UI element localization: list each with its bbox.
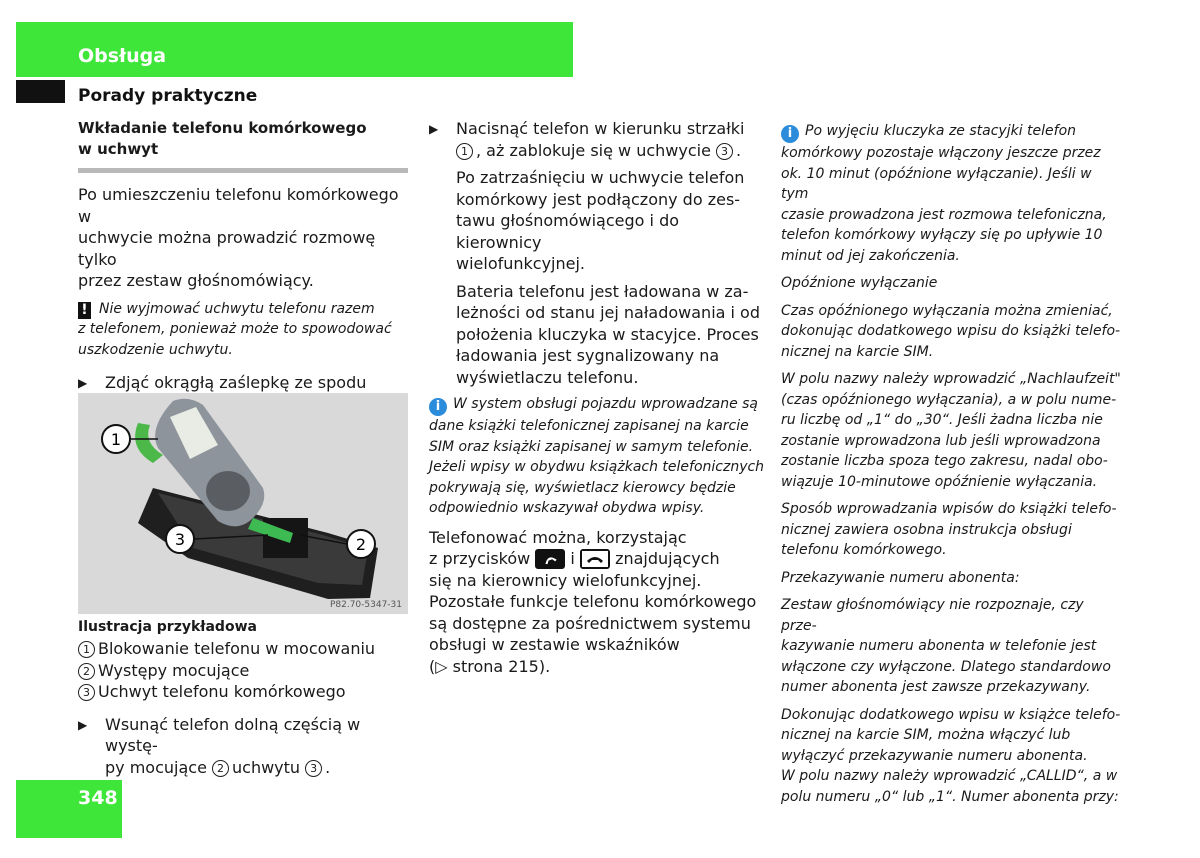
text-line: Bateria telefonu jest ładowana w za- — [456, 281, 749, 301]
text-line: telefon komórkowy wyłączy się po upływie 10 — [781, 227, 1103, 243]
text-line: W system obsługi pojazdu wprowadzane są — [453, 396, 759, 412]
text-line: Pozostałe funkcje telefonu komórkowego — [429, 592, 757, 611]
caption-text: Występy mocujące — [98, 660, 250, 680]
figure-code: P82.70-5347-31 — [329, 600, 402, 610]
text-line: polu numeru „0“ lub „1“. Numer abonenta przy: — [781, 788, 1119, 805]
text-line: Dokonując dodatkowego wpisu w książce telefo- — [781, 706, 1121, 723]
text-line: Po zatrzaśnięciu w uchwycie telefon — [456, 168, 745, 187]
text-line: minut od jej zakończenia. — [781, 247, 960, 264]
text-line: Telefonować można, korzystając — [429, 527, 687, 547]
number-badge: 2 — [212, 760, 229, 777]
number-badge: 3 — [305, 760, 322, 777]
text-line: uchwytu — [232, 757, 301, 777]
page-number: 348 — [78, 787, 118, 809]
callout-1: 1 — [110, 430, 122, 449]
text-line: uchwycie można prowadzić rozmowę tylko — [78, 228, 376, 269]
text-line: wyświetlaczu telefonu. — [456, 367, 639, 387]
arrow-bullet-icon: ▶ — [429, 122, 439, 136]
text-line: W polu nazwy należy wprowadzić „CALLID“, a w — [781, 768, 1118, 784]
topic-heading — [78, 118, 408, 160]
info-icon: i — [781, 125, 799, 143]
text-line: zostanie wprowadzona lub jeśli wprowadzona — [781, 432, 1101, 449]
text-line: z przycisków — [429, 549, 531, 568]
text-line: leżności od stanu jej naładowania i od — [456, 303, 760, 322]
topic-heading-line: Wkładanie telefonu komórkowego — [78, 119, 367, 137]
text-line: uszkodzenie uchwytu. — [78, 341, 233, 358]
phone-accept-key-icon — [535, 549, 565, 569]
column-right — [781, 121, 1121, 807]
text-line: komórkowy pozostaje włączony jeszcze przez — [781, 145, 1101, 161]
text-line: wiązuje 10-minutowe opóźnienie wyłączania. — [781, 473, 1098, 490]
text-line: się na kierownicy wielofunkcyjnej. — [429, 570, 702, 590]
text-line: , aż zablokuje się w uchwycie — [476, 140, 711, 160]
text-line: ładowania jest sygnalizowany na — [456, 346, 720, 365]
text-line: dane książki telefonicznej zapisanej na karcie — [429, 418, 749, 434]
text-line: W polu nazwy należy wprowadzić „Nachlaufzeit" — [781, 371, 1121, 387]
text-line: Zdjąć okrągłą zaślepkę ze spodu — [105, 373, 367, 392]
text-line: czasie prowadzona jest rozmowa telefoniczna, — [781, 206, 1107, 223]
text-line: Jeżeli wpisy w obydwu książkach telefonicznych — [429, 459, 765, 475]
section-marker — [16, 80, 65, 103]
text-line: dokonując dodatkowego wpisu do książki telefo- — [781, 323, 1121, 339]
section-title: Obsługa — [78, 45, 167, 67]
caption-title: Ilustracja przykładowa — [78, 619, 257, 635]
step-item: ▶ Nacisnąć telefon w kierunku strzałki 1 , aż zablokuje się w uchwycie 3 . — [429, 119, 745, 160]
text-line: Nacisnąć telefon w kierunku strzałki — [456, 119, 745, 138]
text-line: numer abonenta jest zawsze przekazywany. — [781, 679, 1091, 695]
number-badge: 1 — [456, 143, 473, 160]
note-paragraph — [781, 369, 1121, 492]
text-line: włączone czy wyłączone. Dlatego standardowo — [781, 658, 1111, 675]
text-line: nicznej zawiera osobna instrukcja obsługi — [781, 521, 1072, 538]
text-line: zostanie liczba spoza tego zakresu, nadal obo- — [781, 453, 1108, 469]
number-badge: 1 — [78, 641, 95, 658]
text-line: tawu głośnomówiącego i do kierownicy — [456, 211, 680, 252]
note-heading: Opóźnione wyłączanie — [781, 275, 938, 291]
text-line: ok. 10 minut (opóźnione wyłączanie). Jeśli w tym — [781, 165, 1092, 202]
paragraph — [429, 281, 765, 389]
info-note — [781, 121, 1121, 266]
caption-item — [78, 660, 413, 682]
text-line: wyłączyć przekazywanie numeru abonenta. — [781, 747, 1088, 764]
callout-2: 2 — [355, 535, 367, 554]
text-line: z telefonem, ponieważ może to spowodować — [78, 321, 392, 337]
text-line: (▷ strona 215). — [429, 656, 551, 676]
text-line: ru liczbę od „1“ do „30“. Jeśli żadna liczba nie — [781, 412, 1103, 428]
warning-icon: ! — [78, 302, 91, 319]
text-line: Wsunąć telefon dolną częścią w wystę- — [105, 714, 361, 755]
note-paragraph — [781, 705, 1121, 808]
caption-item — [78, 681, 413, 703]
text-line: nicznej na karcie SIM, można włączyć lub — [781, 727, 1071, 743]
subsection-title: Porady praktyczne — [78, 86, 258, 106]
text-line: komórkowy jest podłączony do zes- — [456, 189, 741, 209]
text-line: (czas opóźnionego wyłączania), a w polu nume- — [781, 391, 1117, 408]
text-line: przez zestaw głośnomówiący. — [78, 271, 314, 290]
text-line: telefonu komórkowego. — [781, 542, 947, 558]
callout-3: 3 — [174, 530, 186, 549]
divider — [78, 168, 408, 173]
note-paragraph — [781, 499, 1121, 561]
text-line: Zestaw głośnomówiący nie rozpoznaje, czy prze- — [781, 597, 1084, 634]
topic-heading-line: w uchwyt — [78, 140, 159, 158]
step-item: ▶ Wsunąć telefon dolną częścią w wystę- py mocujące 2 uchwytu 3 . — [78, 714, 361, 777]
text-line: odpowiednio wskazywał obydwa wpisy. — [429, 500, 705, 516]
note-paragraph — [781, 595, 1121, 698]
text-line: obsługi w zestawie wskaźników — [429, 635, 680, 654]
text-line: SIM oraz książki zapisanej w samym telefonie. — [429, 438, 754, 455]
info-note — [429, 394, 765, 519]
text-line: Po umieszczeniu telefonu komórkowego w — [78, 185, 399, 226]
text-line: wielofunkcyjnej. — [456, 254, 586, 273]
text-line: Po wyjęciu kluczyka ze stacyjki telefon — [805, 123, 1077, 139]
column-middle — [429, 118, 765, 677]
column-left — [78, 118, 408, 437]
caption-item — [78, 638, 413, 660]
number-badge: 3 — [716, 143, 733, 160]
intro-paragraph — [78, 184, 408, 292]
text-line: położenia kluczyka w stacyjce. Proces — [456, 324, 759, 344]
text-line: py mocujące — [105, 757, 207, 777]
text-line: są dostępne za pośrednictwem systemu — [429, 613, 751, 633]
phone-cradle-drawing — [78, 393, 408, 614]
text-line: i — [570, 549, 575, 568]
arrow-bullet-icon: ▶ — [78, 717, 88, 732]
caption-text: Uchwyt telefonu komórkowego — [98, 682, 346, 701]
text-line: znajdujących — [615, 549, 720, 568]
note-heading: Przekazywanie numeru abonenta: — [781, 569, 1020, 586]
text-line: Nie wyjmować uchwytu telefonu razem — [99, 300, 375, 317]
text-line: Sposób wprowadzania wpisów do książki telefo- — [781, 501, 1117, 517]
paragraph — [429, 527, 765, 678]
caption-block — [78, 617, 413, 778]
paragraph — [429, 167, 765, 275]
number-badge: 3 — [78, 684, 95, 701]
caption-text: Blokowanie telefonu w mocowaniu — [98, 639, 376, 658]
note-paragraph — [781, 301, 1121, 363]
arrow-bullet-icon: ▶ — [78, 376, 88, 390]
text-line: kazywanie numeru abonenta w telefonie jest — [781, 638, 1097, 654]
phone-end-key-icon — [580, 549, 610, 569]
info-icon: i — [429, 398, 447, 416]
text-line: pokrywają się, wyświetlacz kierowcy będzie — [429, 479, 736, 496]
text-line: Czas opóźnionego wyłączania można zmieniać, — [781, 302, 1113, 319]
text-line: nicznej na karcie SIM. — [781, 343, 934, 360]
phone-cradle-illustration — [78, 393, 408, 614]
warning-note — [78, 299, 408, 361]
number-badge: 2 — [78, 663, 95, 680]
